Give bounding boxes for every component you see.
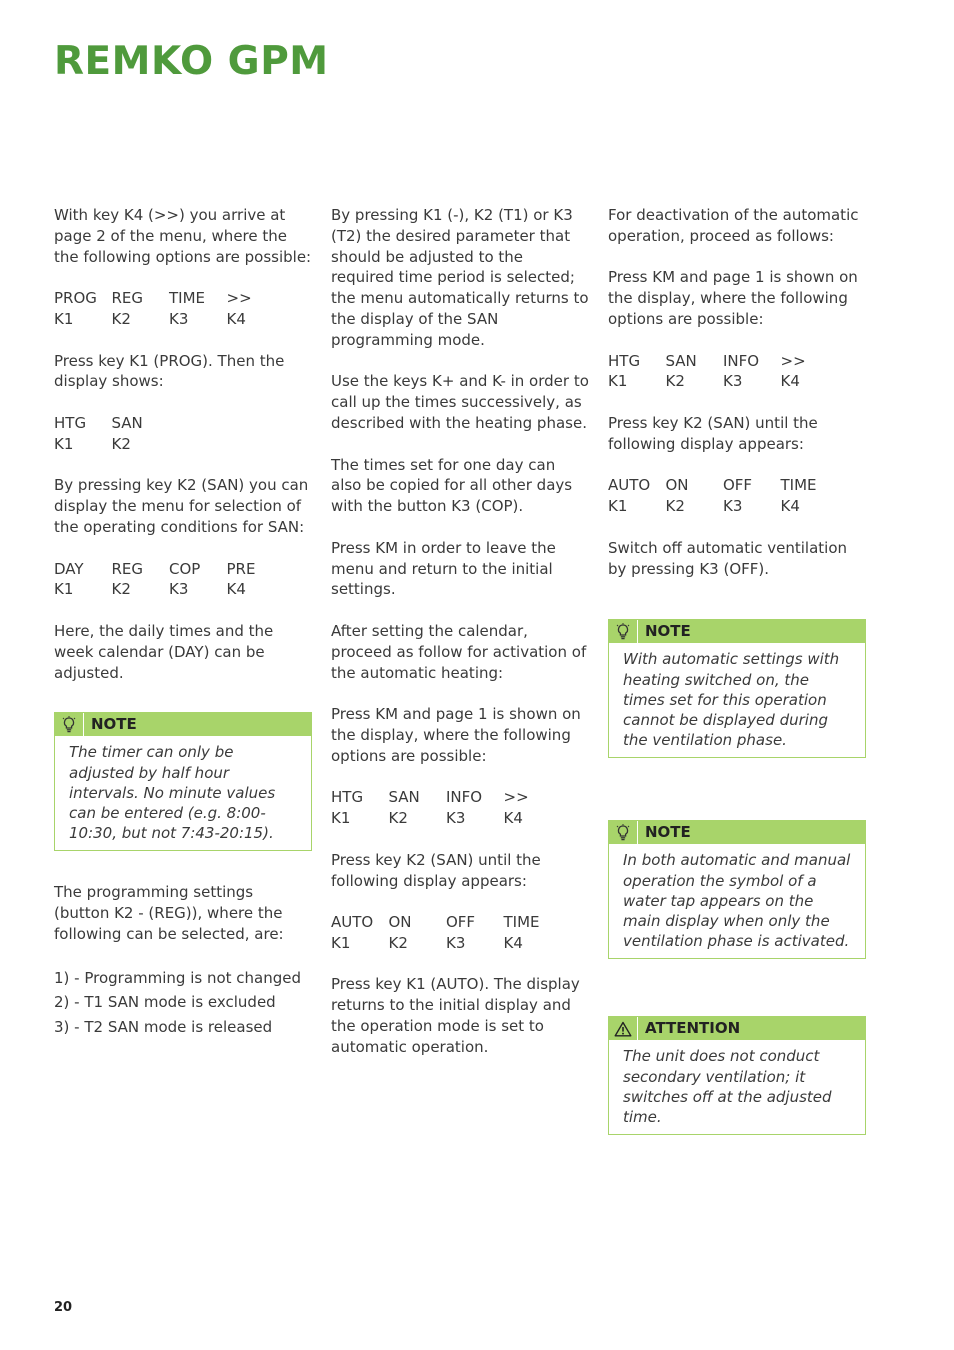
key-row-keys (54, 579, 312, 600)
key-row-keys (54, 434, 312, 455)
paragraph: With key K4 (>>) you arrive at page 2 of the menu, where the the following options are possible: (54, 206, 312, 266)
key-label: DAY (54, 559, 84, 578)
key-table (608, 351, 866, 393)
key-table (608, 475, 866, 517)
key-id: K2 (388, 809, 408, 828)
key-row-labels (331, 787, 589, 808)
note-label: NOTE (645, 823, 691, 842)
note-box (608, 619, 866, 758)
note-label: NOTE (91, 715, 137, 734)
list-item: 3) - T2 SAN mode is released (54, 1017, 273, 1036)
column-2 (331, 205, 589, 1078)
paragraph: Press KM in order to leave the menu and return to the initial settings. (331, 538, 556, 599)
note-header (609, 620, 865, 643)
key-id: K4 (780, 497, 800, 516)
key-label: INFO (446, 788, 483, 807)
note-text: With automatic settings with heating switched on, the times set for this operation cannot be displayed during the ventilation phase. (623, 650, 840, 750)
key-id: K2 (665, 497, 685, 516)
key-label: REG (111, 559, 144, 578)
key-label: INFO (723, 351, 760, 370)
key-id: K2 (111, 434, 131, 453)
key-table (331, 912, 589, 954)
key-label: OFF (723, 476, 753, 495)
note-header (609, 821, 865, 844)
key-label: SAN (111, 413, 143, 432)
key-row-labels (331, 912, 589, 933)
paragraph: Switch off automatic ventilation by pressing K3 (OFF). (608, 538, 848, 578)
key-row-keys (608, 371, 866, 392)
note-box (608, 820, 866, 959)
key-id: K1 (331, 933, 351, 952)
key-row-labels (54, 288, 312, 309)
key-label: PRE (226, 559, 256, 578)
key-label: TIME (780, 476, 817, 495)
key-row-keys (331, 808, 589, 829)
paragraph: By pressing key K2 (SAN) you can display the menu for selection of the operating conditions for SAN: (54, 476, 309, 536)
note-header (55, 713, 311, 736)
key-label: >> (226, 289, 252, 308)
note-text: In both automatic and manual operation the symbol of a water tap appears on the main display when only the ventilation phase is activated. (623, 851, 851, 951)
paragraph: Press key K1 (AUTO). The display returns to the initial display and the operation mode is set to automatic operation. (331, 975, 580, 1056)
key-row-keys (331, 933, 589, 954)
key-label: SAN (665, 351, 697, 370)
paragraph: For deactivation of the automatic operation, proceed as follows: (608, 206, 859, 245)
key-id: K1 (54, 580, 74, 599)
key-id: K3 (723, 497, 743, 516)
key-id: K1 (608, 497, 628, 516)
key-table (331, 787, 589, 829)
warning-triangle-icon (609, 1017, 638, 1040)
key-table (54, 288, 312, 330)
lightbulb-icon (609, 620, 638, 643)
key-label: REG (111, 289, 144, 308)
key-id: K2 (111, 309, 131, 328)
key-label: COP (169, 559, 201, 578)
paragraph: Press key K2 (SAN) until the following display appears: (331, 850, 541, 890)
note-text: The timer can only be adjusted by half hour intervals. No minute values can be entered (e.g. 8:00-10:30, but not 7:43-20:15). (69, 743, 276, 843)
key-label: ON (388, 913, 412, 932)
paragraph: By pressing K1 (-), K2 (T1) or K3 (T2) the desired parameter that should be adjusted to the required time period is selected; the menu automatically returns to the display of the SAN programming mode. (331, 206, 589, 349)
key-id: K4 (780, 372, 800, 391)
key-row-keys (54, 309, 312, 330)
key-id: K2 (111, 580, 131, 599)
key-row-labels (608, 351, 866, 372)
key-id: K4 (226, 580, 246, 599)
paragraph: Press KM and page 1 is shown on the display, where the following options are possible: (331, 705, 581, 765)
key-label: >> (780, 351, 806, 370)
key-label: HTG (608, 351, 641, 370)
key-id: K1 (54, 434, 74, 453)
attention-text: The unit does not conduct secondary ventilation; it switches off at the adjusted time. (623, 1047, 832, 1126)
lightbulb-icon (55, 713, 84, 736)
column-3 (608, 205, 866, 1156)
key-id: K3 (446, 809, 466, 828)
key-label: AUTO (608, 476, 651, 495)
paragraph: After setting the calendar, proceed as follow for activation of the automatic heating: (331, 621, 587, 682)
paragraph: Use the keys K+ and K- in order to call up the times successively, as described with the heating phase. (331, 372, 589, 432)
key-row-labels (608, 475, 866, 496)
paragraph: The times set for one day can also be copied for all other days with the button K3 (COP). (331, 455, 573, 516)
key-label: SAN (388, 788, 420, 807)
options-list (54, 966, 312, 1040)
key-id: K3 (169, 309, 189, 328)
key-row-keys (608, 496, 866, 517)
key-label: TIME (503, 913, 540, 932)
page-number: 20 (54, 1300, 73, 1315)
key-id: K1 (608, 372, 628, 391)
key-id: K2 (665, 372, 685, 391)
attention-box (608, 1016, 866, 1135)
key-label: HTG (54, 413, 87, 432)
note-label: NOTE (645, 622, 691, 641)
key-row-labels (54, 559, 312, 580)
note-box (54, 712, 312, 851)
key-label: PROG (54, 289, 97, 308)
paragraph: Press KM and page 1 is shown on the display, where the following options are possible: (608, 268, 858, 328)
key-id: K1 (331, 809, 351, 828)
key-table (54, 559, 312, 601)
key-label: ON (665, 476, 689, 495)
paragraph: Press key K2 (SAN) until the following display appears: (608, 413, 818, 453)
key-label: AUTO (331, 913, 374, 932)
list-item: 2) - T1 SAN mode is excluded (54, 993, 276, 1012)
paragraph: Here, the daily times and the week calendar (DAY) can be adjusted. (54, 621, 274, 682)
key-label: >> (503, 788, 529, 807)
key-id: K1 (54, 309, 74, 328)
key-id: K2 (388, 933, 408, 952)
paragraph: Press key K1 (PROG). Then the display shows: (54, 351, 285, 391)
key-table (54, 413, 312, 455)
key-id: K4 (503, 809, 523, 828)
key-row-labels (54, 413, 312, 434)
key-label: HTG (331, 788, 364, 807)
page-title: REMKO GPM (54, 39, 329, 84)
key-label: OFF (446, 913, 476, 932)
list-item: 1) - Programming is not changed (54, 968, 302, 987)
key-id: K4 (503, 933, 523, 952)
paragraph: The programming settings (button K2 - (REG)), where the following can be selected, are: (54, 883, 284, 943)
key-label: TIME (169, 289, 206, 308)
key-id: K4 (226, 309, 246, 328)
key-id: K3 (446, 933, 466, 952)
key-id: K3 (169, 580, 189, 599)
column-1 (54, 205, 312, 1039)
attention-label: ATTENTION (645, 1019, 741, 1038)
lightbulb-icon (609, 821, 638, 844)
attention-header (609, 1017, 865, 1040)
key-id: K3 (723, 372, 743, 391)
